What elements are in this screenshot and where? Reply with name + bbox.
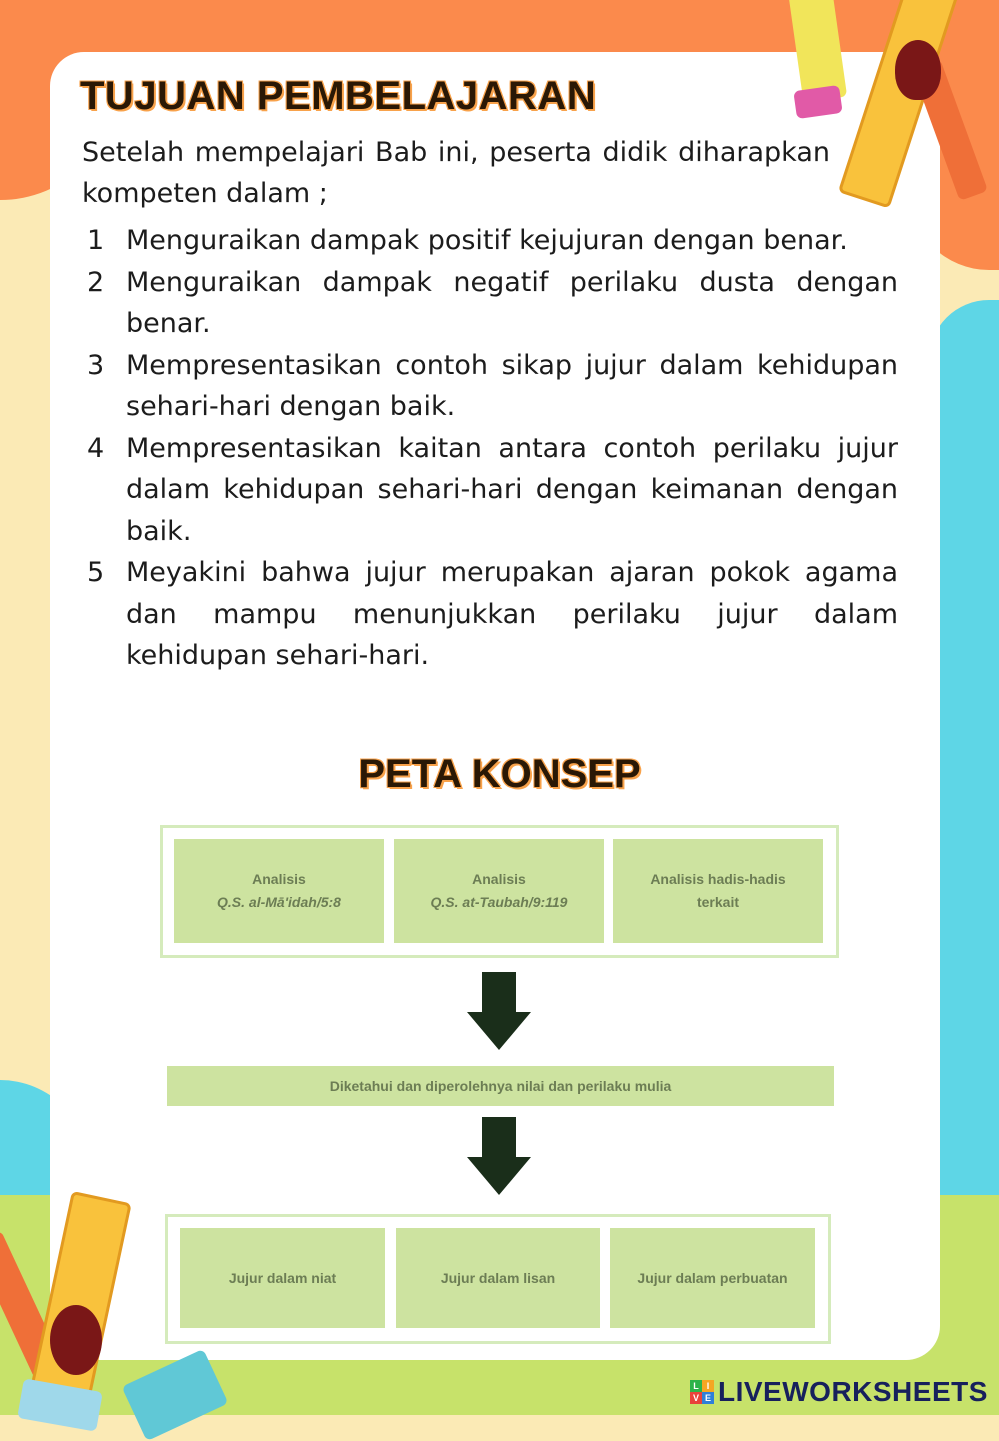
liveworksheets-logo[interactable] bbox=[690, 1376, 988, 1408]
concept-box-reference: Q.S. al-Mā'idah/5:8 bbox=[217, 894, 341, 910]
concept-box-line: Analisis bbox=[472, 871, 526, 887]
objective-number: 3 bbox=[87, 349, 105, 381]
objective-text: Mempresentasikan contoh sikap jujur dalam kehidupan sehari-hari dengan baik. bbox=[126, 349, 898, 422]
objective-text: Meyakini bahwa jujur merupakan ajaran pokok agama dan mampu menunjukkan perilaku jujur dalam kehidupan sehari-hari. bbox=[126, 557, 898, 671]
concept-box-line: terkait bbox=[696, 894, 740, 910]
paintbrush-icon bbox=[50, 1305, 102, 1375]
concept-box-jujur-perbuatan: Jujur dalam perbuatan bbox=[610, 1228, 815, 1328]
objectives-list bbox=[82, 220, 898, 677]
objective-item bbox=[82, 220, 898, 262]
concept-box-analysis-taubah bbox=[394, 839, 604, 943]
concept-box-analysis-hadis bbox=[613, 839, 823, 943]
objectives-intro: Setelah mempelajari Bab ini, peserta didik diharapkan kompeten dalam ; bbox=[82, 137, 830, 209]
paintbrush-icon bbox=[895, 40, 941, 100]
objective-item bbox=[82, 262, 898, 345]
arrow-down-icon bbox=[465, 1117, 533, 1197]
brand-name: LIVEWORKSHEETS bbox=[718, 1376, 988, 1407]
objective-number: 1 bbox=[87, 225, 105, 256]
objective-text: Menguraikan dampak negatif perilaku dusta dengan benar. bbox=[126, 266, 898, 339]
objective-number: 4 bbox=[87, 432, 105, 464]
objective-item bbox=[82, 552, 898, 677]
liveworksheets-icon: L I V E bbox=[690, 1380, 714, 1404]
background-top-band bbox=[0, 0, 999, 60]
concept-result-bar: Diketahui dan diperolehnya nilai dan perilaku mulia bbox=[167, 1066, 834, 1106]
arrow-down-icon bbox=[465, 972, 533, 1052]
objective-text: Menguraikan dampak positif kejujuran dengan benar. bbox=[126, 225, 848, 256]
objectives-title: TUJUAN PEMBELAJARAN bbox=[80, 74, 597, 118]
concept-box-jujur-lisan: Jujur dalam lisan bbox=[396, 1228, 600, 1328]
concept-box-analysis-maidah bbox=[174, 839, 384, 943]
concept-box-reference: Q.S. at-Taubah/9:119 bbox=[430, 894, 568, 910]
objective-item bbox=[82, 345, 898, 428]
objective-number: 5 bbox=[87, 557, 105, 588]
objective-number: 2 bbox=[87, 266, 105, 298]
concept-box-line: Analisis bbox=[252, 871, 306, 887]
concept-box-line: Analisis hadis-hadis bbox=[650, 871, 786, 887]
objective-item bbox=[82, 428, 898, 553]
concept-box-jujur-niat: Jujur dalam niat bbox=[180, 1228, 385, 1328]
objective-text: Mempresentasikan kaitan antara contoh perilaku jujur dalam kehidupan sehari-hari dengan keimanan dengan baik. bbox=[126, 432, 898, 547]
concept-map-title: PETA KONSEP bbox=[358, 752, 641, 796]
